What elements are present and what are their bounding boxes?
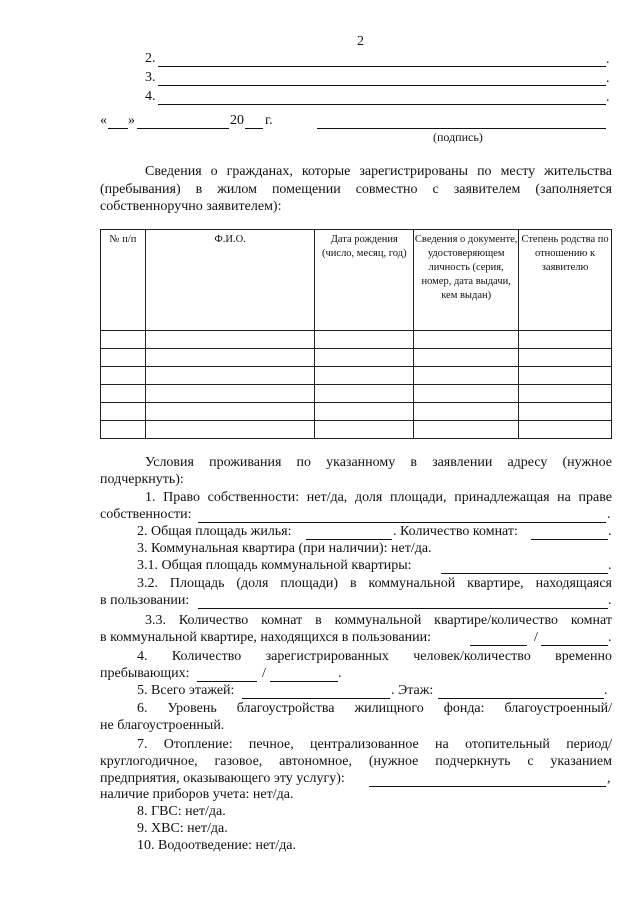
numbered-line-label: 4. [145, 89, 156, 104]
item-3-3-line-2: в коммунальной квартире, находящихся в пользовании: [100, 630, 432, 645]
table-cell[interactable] [414, 367, 519, 385]
item-8-text: 8. ГВС: нет/да. [137, 804, 226, 819]
table-cell[interactable] [519, 331, 612, 349]
item-7-line-3: предприятия, оказывающего эту услугу): [100, 771, 345, 786]
page-number: 2 [357, 34, 364, 49]
table-cell[interactable] [101, 367, 146, 385]
communal-used-area-field[interactable] [198, 608, 608, 609]
table-cell[interactable] [145, 331, 315, 349]
date-open-quote: « [100, 113, 107, 128]
intro-line-2: (пребывания) в жилом помещении совместно с заявителем (заполняется [100, 182, 612, 197]
communal-rooms-total-field[interactable] [470, 645, 527, 646]
table-cell[interactable] [315, 385, 414, 403]
communal-total-area-field[interactable] [441, 573, 608, 574]
item-4-line-2: пребывающих: [100, 666, 190, 681]
table-cell[interactable] [519, 385, 612, 403]
table-header-row [101, 230, 612, 331]
col-header-document: Сведения о документе, удостоверяющем личность (серия, номер, дата выдачи, кем выдан) [414, 230, 519, 331]
table-cell[interactable] [145, 385, 315, 403]
table-cell[interactable] [519, 349, 612, 367]
temporary-count-field[interactable] [270, 681, 338, 682]
item-1-line-1: 1. Право собственности: нет/да, доля площади, принадлежащая на праве [145, 490, 612, 505]
table-cell[interactable] [519, 403, 612, 421]
table-cell[interactable] [315, 421, 414, 439]
item-9-text: 9. ХВС: нет/да. [137, 821, 228, 836]
item-6-line-2: не благоустроенный. [100, 718, 225, 733]
table-cell[interactable] [519, 421, 612, 439]
item-3-2-line-2: в пользовании: [100, 593, 190, 608]
conditions-heading-1: Условия проживания по указанному в заявлении адресу (нужное [145, 455, 612, 470]
numbered-line-2-field[interactable] [158, 66, 606, 67]
table-cell[interactable] [414, 421, 519, 439]
table-cell[interactable] [414, 403, 519, 421]
item-3-3-line-1: 3.3. Количество комнат в коммунальной квартире/количество комнат [145, 613, 612, 628]
item-3-text: 3. Коммунальная квартира (при наличии): нет/да. [137, 541, 432, 556]
col-header-birth-date: Дата рождения (число, месяц, год) [315, 230, 414, 331]
table-cell[interactable] [315, 367, 414, 385]
item-7-line-2: круглогодичное, газовое, автономное, (нужное подчеркнуть с указанием [100, 754, 612, 769]
table-cell[interactable] [315, 403, 414, 421]
col-header-fio: Ф.И.О. [145, 230, 315, 331]
table-cell[interactable] [145, 421, 315, 439]
table-cell[interactable] [315, 331, 414, 349]
item-6-line-1: 6. Уровень благоустройства жилищного фонда: благоустроенный/ [137, 701, 612, 716]
table-cell[interactable] [519, 367, 612, 385]
table-row [101, 367, 612, 385]
table-cell[interactable] [414, 349, 519, 367]
signature-caption: (подпись) [433, 130, 483, 144]
table-cell[interactable] [101, 385, 146, 403]
communal-rooms-used-field[interactable] [541, 645, 608, 646]
table-row [101, 403, 612, 421]
item-2-rooms-label: . Количество комнат: [393, 524, 518, 539]
table-cell[interactable] [101, 349, 146, 367]
item-1-line-2: собственности: [100, 507, 192, 522]
table-cell[interactable] [101, 403, 146, 421]
numbered-line-4-field[interactable] [158, 104, 606, 105]
rooms-count-field[interactable] [531, 539, 608, 540]
date-day-field[interactable] [108, 128, 128, 129]
item-5-label: 5. Всего этажей: [137, 683, 235, 698]
table-row [101, 331, 612, 349]
floor-field[interactable] [438, 698, 604, 699]
registered-count-field[interactable] [197, 681, 257, 682]
date-year-prefix: 20 [230, 113, 244, 128]
item-2-label: 2. Общая площадь жилья: [137, 524, 292, 539]
table-row [101, 349, 612, 367]
total-floors-field[interactable] [242, 698, 390, 699]
item-10-text: 10. Водоотведение: нет/да. [137, 838, 297, 853]
col-header-relation: Степень родства по отношению к заявителю [519, 230, 612, 331]
ownership-share-field[interactable] [198, 522, 606, 523]
table-cell[interactable] [101, 331, 146, 349]
table-cell[interactable] [145, 349, 315, 367]
table-cell[interactable] [145, 367, 315, 385]
table-cell[interactable] [101, 421, 146, 439]
numbered-line-label: 3. [145, 70, 156, 85]
table-cell[interactable] [414, 331, 519, 349]
form-page: 2 2. . 3. . 4. . « » 20 г. (подпись) Сведения о гражданах, которые зарегистрированы по месту жительства (пребывания) в жилом помещении совместно с заявителем (заполняется собственноручно заявителем): № п/п Ф.И.О. Дата рождения (число, месяц, год) Сведения о документе, удостоверяющем личность (серия, номер, дата выдачи, кем выдан) Степень родства по отношению к заявителю Условия проживания по указанному в заявлении адресу (нужное подчеркнуть): 1. Право собственности: нет/да, доля площади, принадлежащая на праве собственности: . 2. Общая площадь жилья: . Количество комнат: . 3. Коммунальная квартира (при наличии): нет/да. 3.1. Общая площадь коммунальной квартиры: . 3.2. Площадь (доля площади) в коммунальной квартире, находящаяся в пользовании: . 3.3. Количество комнат в коммунальной квартире/количество комнат в коммунальной квартире, находящихся в пользовании: / . 4. Количество зарегистрированных человек/количество временно пребывающих: / . 5. Всего этажей: . Этаж: . 6. Уровень благоустройства жилищного фонда: благоустроенный/ не благоустроенный. 7. Отопление: печное, централизованное на отопительный период/ круглогодичное, газовое, автономное, (нужное подчеркнуть с указанием предприятия, оказывающего эту услугу): , наличие приборов учета: нет/да. 8. ГВС: нет/да. 9. ХВС: нет/да. 10. Водоотведение: нет/да. [100, 34, 612, 853]
date-year-field[interactable] [245, 128, 263, 129]
date-month-field[interactable] [137, 128, 229, 129]
date-close-quote: » [128, 113, 135, 128]
item-3-2-line-1: 3.2. Площадь (доля площади) в коммунальной квартире, находящаяся [137, 576, 612, 591]
date-year-suffix: г. [265, 113, 273, 128]
item-7-line-4: наличие приборов учета: нет/да. [100, 787, 294, 802]
residents-table [100, 229, 612, 439]
table-row [101, 385, 612, 403]
item-4-line-1: 4. Количество зарегистрированных человек/количество временно [137, 649, 612, 664]
table-cell[interactable] [145, 403, 315, 421]
item-5-floor-label: . Этаж: [391, 683, 434, 698]
signature-field[interactable] [317, 128, 606, 129]
numbered-line-3-field[interactable] [158, 85, 606, 86]
conditions-heading-2: подчеркнуть): [100, 472, 184, 487]
col-header-number: № п/п [101, 230, 146, 331]
intro-line-3: собственноручно заявителем): [100, 199, 282, 214]
heating-provider-field[interactable] [369, 786, 606, 787]
total-area-field[interactable] [306, 539, 392, 540]
numbered-line-label: 2. [145, 51, 156, 66]
intro-line-1: Сведения о гражданах, которые зарегистрированы по месту жительства [145, 164, 612, 179]
item-7-line-1: 7. Отопление: печное, централизованное на отопительный период/ [137, 737, 612, 752]
item-3-1-label: 3.1. Общая площадь коммунальной квартиры: [137, 558, 412, 573]
table-cell[interactable] [414, 385, 519, 403]
table-row [101, 421, 612, 439]
table-cell[interactable] [315, 349, 414, 367]
